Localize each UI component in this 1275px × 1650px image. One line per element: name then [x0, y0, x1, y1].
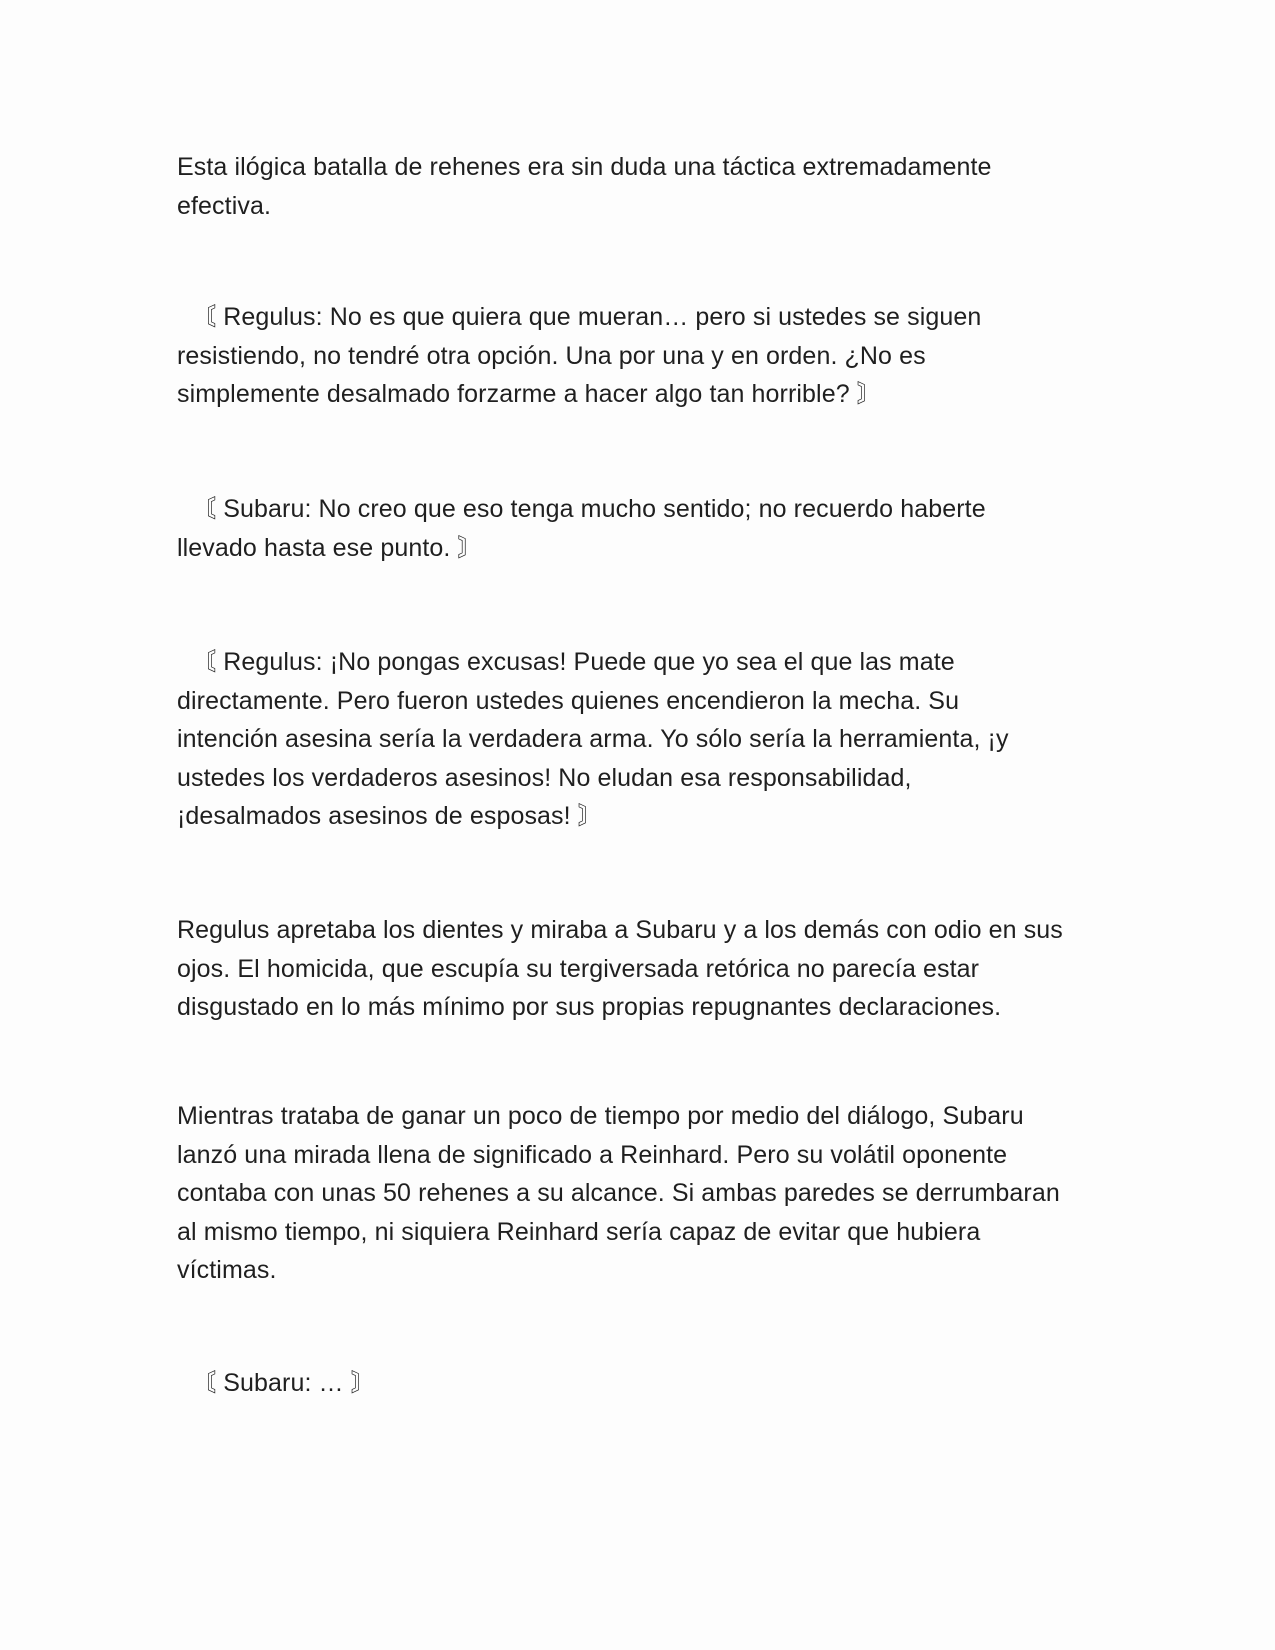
text-line: al mismo tiempo, ni siquiera Reinhard sería capaz de evitar que hubiera: [177, 1217, 981, 1246]
dialogue-subaru-1: [177, 490, 1102, 567]
text-line: Regulus apretaba los dientes y miraba a Subaru y a los demás con odio en sus: [177, 916, 1063, 944]
text-line: lanzó una mirada llena de significado a Reinhard. Pero su volátil oponente: [177, 1140, 1008, 1169]
text-line: simplemente desalmado forzarme a hacer algo tan horrible? 〙: [177, 380, 882, 408]
text-line: intención asesina sería la verdadera arma. Yo sólo sería la herramienta, ¡y: [177, 725, 1009, 753]
text-line: llevado hasta ese punto. 〙: [177, 533, 483, 562]
text-line: resistiendo, no tendré otra opción. Una por una y en orden. ¿No es: [177, 341, 926, 370]
narration-paragraph: [177, 148, 1102, 225]
narration-paragraph: [177, 1097, 1102, 1290]
text-line: 〘 Subaru: … 〙: [177, 1369, 376, 1397]
text-line: ¡desalmados asesinos de esposas! 〙: [177, 802, 603, 830]
text-line: ustedes los verdaderos asesinos! No eludan esa responsabilidad,: [177, 763, 912, 792]
dialogue-subaru-2: [177, 1364, 1102, 1403]
dialogue-regulus-1: [177, 298, 1102, 414]
text-line: 〘 Regulus: No es que quiera que mueran… pero si ustedes se siguen: [177, 303, 982, 331]
text-line: Esta ilógica batalla de rehenes era sin duda una táctica extremadamente: [177, 153, 992, 181]
text-line: efectiva.: [177, 191, 272, 220]
text-line: contaba con unas 50 rehenes a su alcance. Si ambas paredes se derrumbaran: [177, 1179, 1060, 1207]
dialogue-regulus-2: [177, 643, 1102, 836]
text-line: 〘 Regulus: ¡No pongas excusas! Puede que yo sea el que las mate: [177, 648, 955, 676]
text-line: ojos. El homicida, que escupía su tergiversada retórica no parecía estar: [177, 954, 980, 983]
text-line: directamente. Pero fueron ustedes quienes encendieron la mecha. Su: [177, 686, 960, 715]
text-line: víctimas.: [177, 1256, 277, 1284]
narration-paragraph: [177, 911, 1102, 1027]
text-line: Mientras trataba de ganar un poco de tiempo por medio del diálogo, Subaru: [177, 1102, 1024, 1130]
text-line: disgustado en lo más mínimo por sus propias repugnantes declaraciones.: [177, 993, 1002, 1021]
text-line: 〘 Subaru: No creo que eso tenga mucho sentido; no recuerdo haberte: [177, 495, 986, 523]
